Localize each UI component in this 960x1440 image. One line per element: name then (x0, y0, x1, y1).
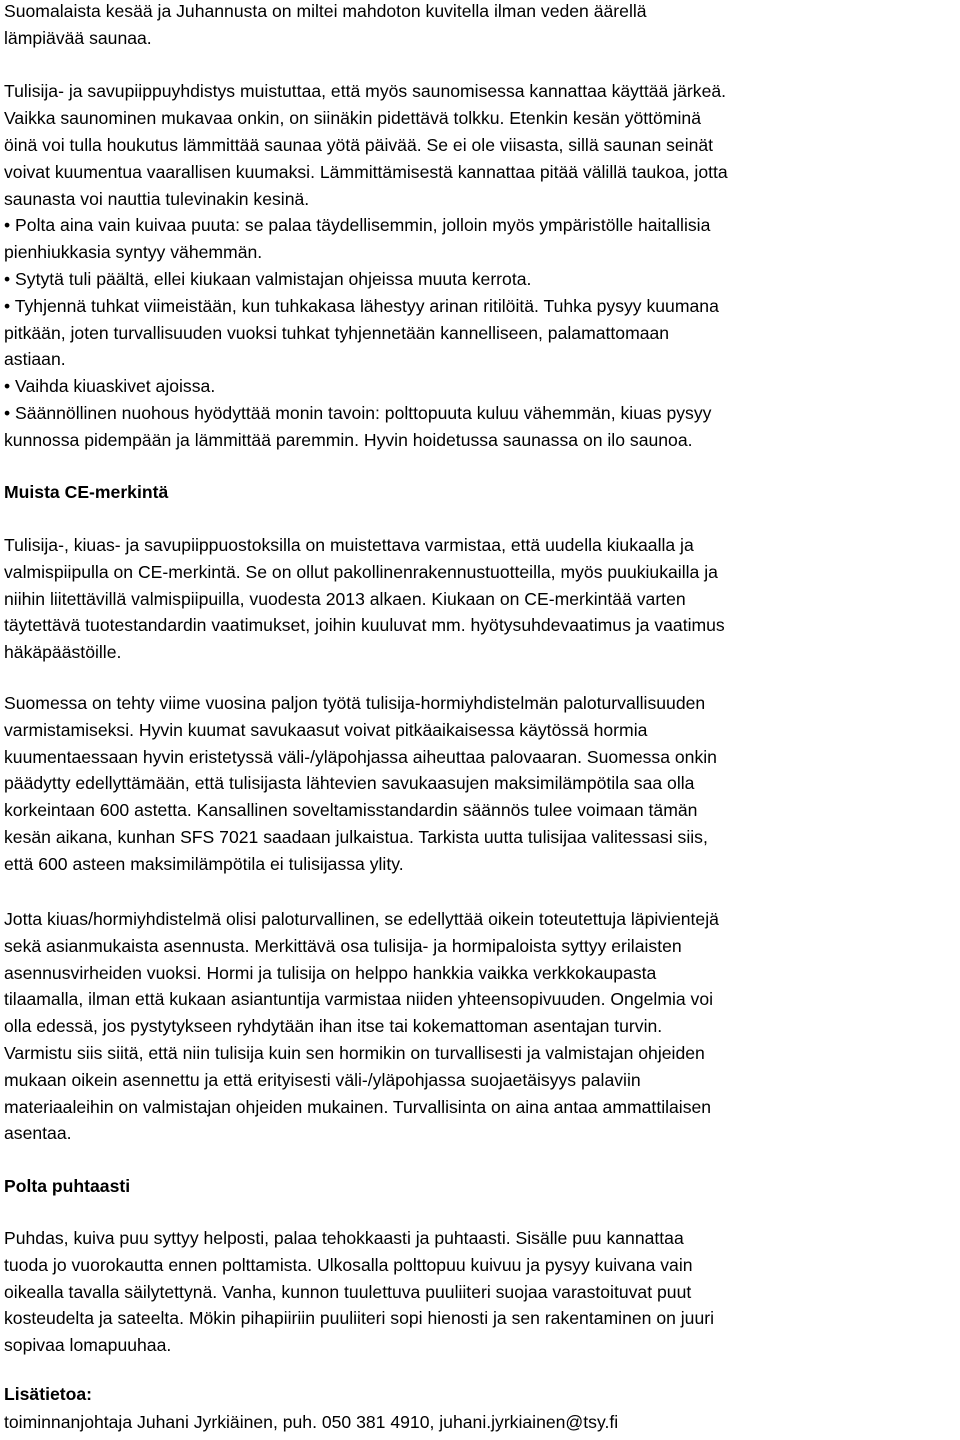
bullet-line: pitkään, joten turvallisuuden vuoksi tuhkat tyhjennetään kannelliseen, palamattomaan (4, 322, 670, 343)
paragraph-line: Tulisija-, kiuas- ja savupiippuostoksilla on muistettava varmistaa, että uudella kiukaalla ja (4, 535, 694, 555)
bullet-line: • Sytytä tuli päältä, ellei kiukaan valmistajan ohjeissa muuta kerrota. (4, 268, 532, 289)
paragraph-line: valmispiipulla on CE-merkintä. Se on ollut pakollinenrakennustuotteilla, myös puukiukailla ja (4, 561, 718, 582)
paragraph-line: oikealla tavalla säilytettynä. Vanha, kunnon tuulettuva puuliiteri suojaa varastoituvat puut (4, 1281, 692, 1302)
bullet-line: • Tyhjennä tuhkat viimeistään, kun tuhkakasa lähestyy arinan ritilöitä. Tuhka pysyy kuumana (4, 295, 719, 316)
intro-line: voivat kuumentua vaarallisen kuumaksi. Lämmittämisestä kannattaa pitää välillä taukoa, jotta (4, 161, 728, 182)
clean-paragraph-1 (4, 1225, 714, 1359)
paragraph-line: Suomessa on tehty viime vuosina paljon työtä tulisija-hormiyhdistelmän paloturvallisuuden (4, 693, 706, 713)
intro-line: Suomalaista kesää ja Juhannusta on miltei mahdoton kuvitella ilman veden äärellä (4, 1, 647, 21)
section-heading-burn-clean: Polta puhtaasti (4, 1176, 131, 1196)
paragraph-line: olla edessä, jos pystytykseen ryhdytään ihan itse tai kokemattoman asentajan turvin. (4, 1016, 663, 1037)
paragraph-line: päädytty edellyttämään, että tulisijasta lähtevien savukaasujen maksimilämpötila saa olla (4, 773, 695, 794)
intro-section (4, 0, 728, 454)
paragraph-line: niihin liitettävillä valmispiipuilla, vuodesta 2013 alkaen. Kiukaan on CE-merkintää varten (4, 588, 686, 609)
paragraph-line: tuoda jo vuorokautta ennen polttamista. Ulkosalla polttopuu kuivuu ja pysyy kuivana vain (4, 1254, 693, 1275)
intro-line: Tulisija- ja savupiippuyhdistys muistuttaa, että myös saunomisessa kannattaa käyttää järkeä. (4, 81, 727, 102)
paragraph-line: asennusvirheiden vuoksi. Hormi ja tulisija on helppo hankkia vaikka verkkokaupasta (4, 962, 657, 983)
contact-line: toiminnanjohtaja Juhani Jyrkiäinen, puh. 050 381 4910, juhani.jyrkiainen@tsy.fi (4, 1412, 619, 1432)
intro-line: Vaikka saunominen mukavaa onkin, on siinäkin pidettävä tolkku. Etenkin kesän yöttöminä (4, 108, 701, 129)
ce-paragraph-3 (4, 906, 719, 1147)
paragraph-line: sekä asianmukaista asennusta. Merkittävä osa tulisija- ja hormipaloista syttyy erilaisten (4, 935, 682, 956)
paragraph-line: Puhdas, kuiva puu syttyy helposti, palaa tehokkaasti ja puhtaasti. Sisälle puu kannattaa (4, 1228, 684, 1248)
paragraph-line: Varmistu siis siitä, että niin tulisija kuin sen hormikin on turvallisesti ja valmistajan ohjeiden (4, 1042, 705, 1063)
ce-paragraph-2 (4, 690, 717, 878)
paragraph-line: täytettävä tuotestandardin vaatimukset, joihin kuuluvat mm. hyötysuhdevaatimus ja vaatimus (4, 615, 725, 636)
ce-paragraph-1 (4, 532, 725, 666)
paragraph-line: Jotta kiuas/hormiyhdistelmä olisi paloturvallinen, se edellyttää oikein toteutettuja läpivientejä (4, 909, 719, 929)
paragraph-line: sopivaa lomapuuhaa. (4, 1335, 172, 1356)
paragraph-line: häkäpäästöille. (4, 642, 122, 663)
intro-line: lämpiävää saunaa. (4, 27, 152, 48)
bullet-line: • Säännöllinen nuohous hyödyttää monin tavoin: polttopuuta kuluu vähemmän, kiuas pysyy (4, 402, 712, 423)
intro-line (4, 52, 728, 79)
paragraph-line: tilaamalla, ilman että kukaan asiantuntija varmistaa niiden yhteensopivuuden. Ongelmia voi (4, 989, 714, 1010)
bullet-line: kunnossa pidempään ja lämmittää paremmin. Hyvin hoidetussa saunassa on ilo saunoa. (4, 429, 693, 450)
bullet-line: • Polta aina vain kuivaa puuta: se palaa täydellisemmin, jolloin myös ympäristölle haitallisia (4, 215, 711, 236)
bullet-line: • Vaihda kiuaskivet ajoissa. (4, 376, 216, 397)
paragraph-line: että 600 asteen maksimilämpötila ei tulisijassa ylity. (4, 853, 404, 874)
bullet-line: astiaan. (4, 349, 66, 370)
intro-line: saunasta voi nauttia tulevinakin kesinä. (4, 188, 310, 209)
paragraph-line: varmistamiseksi. Hyvin kuumat savukaasut voivat pitkäaikaisessa käytössä hormia (4, 719, 648, 740)
section-heading-ce-marking: Muista CE-merkintä (4, 482, 169, 502)
paragraph-line: mukaan oikein asennettu ja että erityisesti väli-/yläpohjassa suojaetäisyys palaviin (4, 1069, 641, 1090)
paragraph-line: asentaa. (4, 1123, 72, 1144)
paragraph-line: kuumentaessaan hyvin eristetyssä väli-/yläpohjassa aiheuttaa palovaaran. Suomessa onkin (4, 746, 717, 767)
paragraph-line: kosteudelta ja sateelta. Mökin pihapiiriin puuliiteri sopi hienosti ja sen rakentaminen on juuri (4, 1308, 715, 1329)
paragraph-line: korkeintaan 600 astetta. Kansallinen soveltamisstandardin säännös tulee voimaan tämän (4, 800, 698, 821)
paragraph-line: kesän aikana, kunhan SFS 7021 saadaan julkaistua. Tarkista uutta tulisijaa valitessasi siis, (4, 826, 708, 847)
bullet-line: pienhiukkasia syntyy vähemmän. (4, 242, 263, 263)
intro-line: öinä voi tulla houkutus lämmittää saunaa yötä päivää. Se ei ole viisasta, sillä saunan seinät (4, 134, 714, 155)
paragraph-line: materiaaleihin on valmistajan ohjeiden mukainen. Turvallisinta on aina antaa ammattilaisen (4, 1096, 712, 1117)
section-heading-more-info: Lisätietoa: (4, 1384, 92, 1404)
